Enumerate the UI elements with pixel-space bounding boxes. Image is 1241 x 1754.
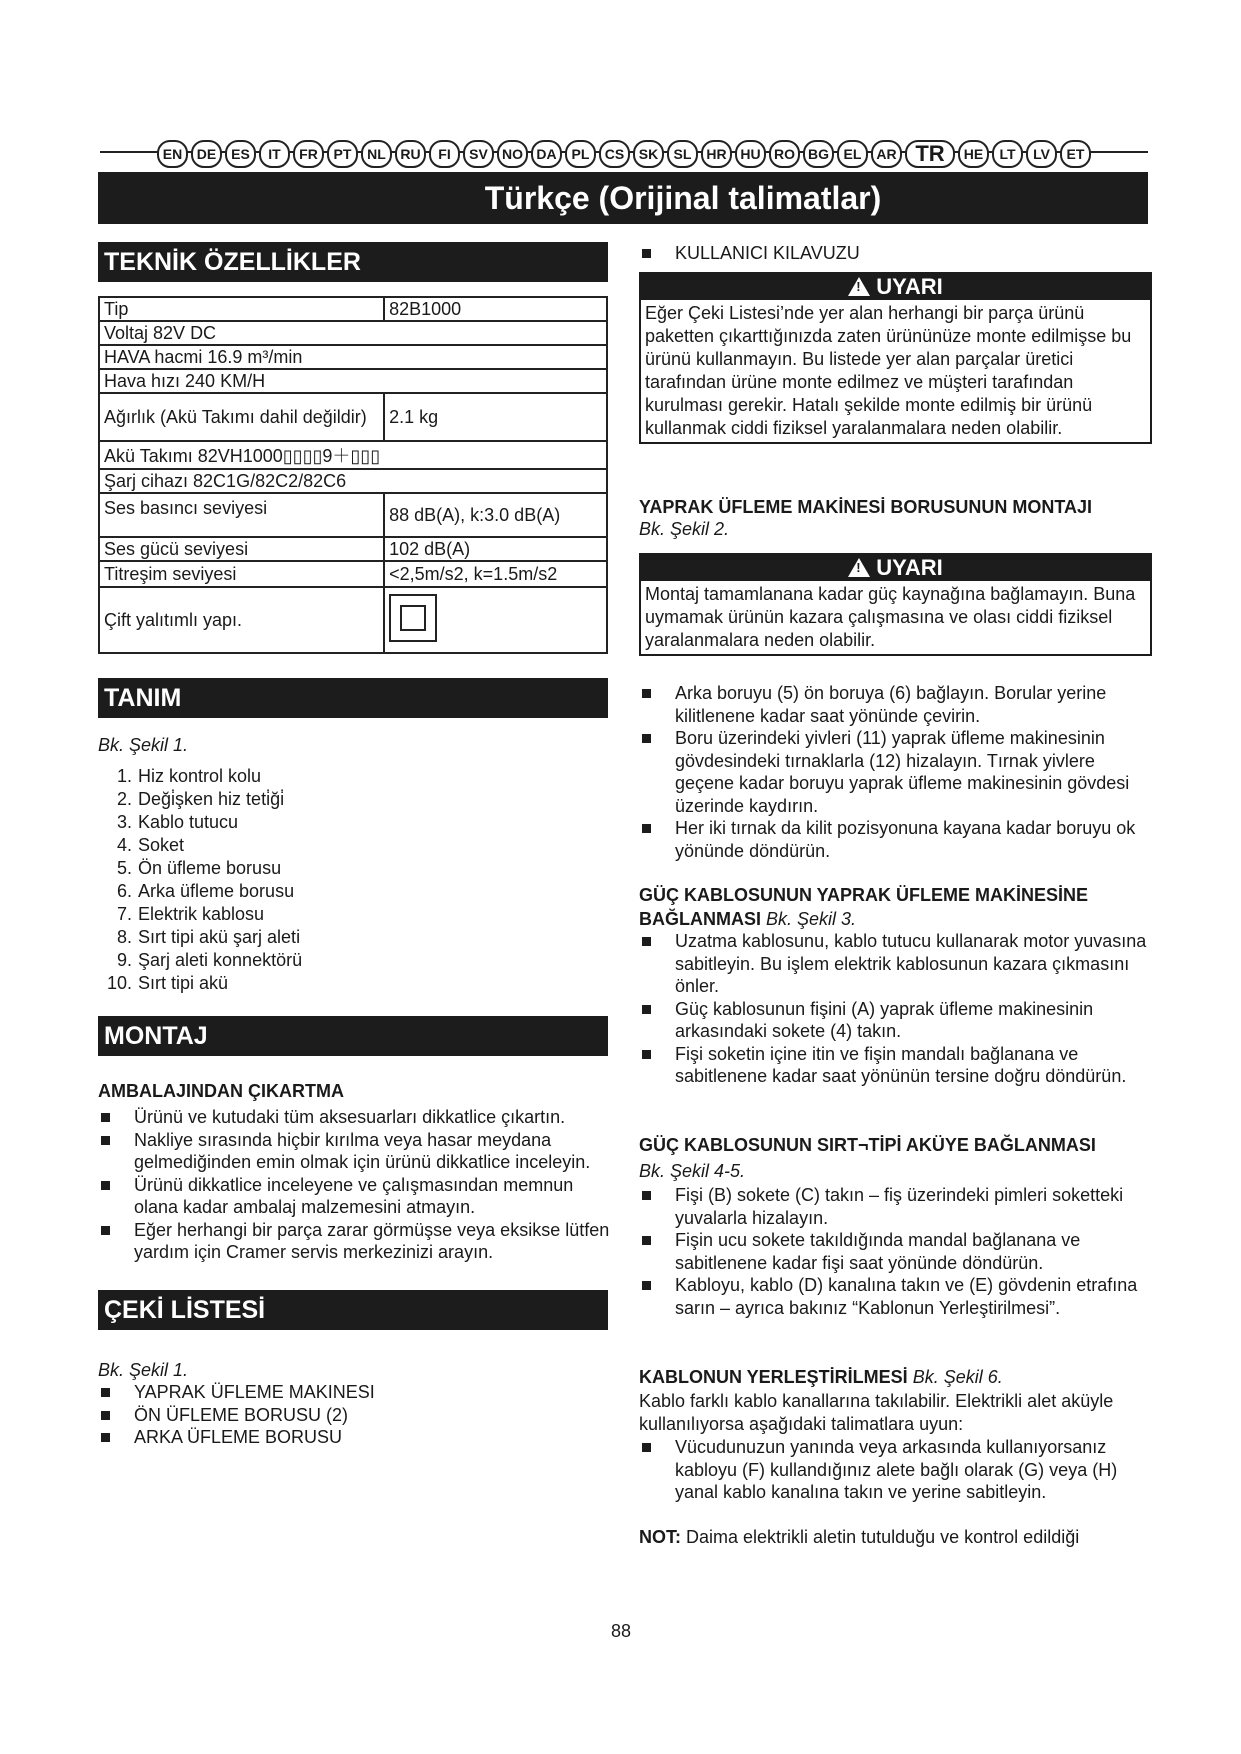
item-number: 8. [116,927,132,947]
language-tab-et: ET [1060,140,1091,168]
spec-value [384,321,607,345]
item-number: 2. [116,789,132,809]
item-number: 10. [106,973,132,993]
spec-label: Tip [99,297,384,321]
item-text: Elektrik kablosu [138,904,265,924]
language-tab-strip [100,138,1148,168]
item-text: Hiz kontrol kolu [138,766,262,786]
routing-text: Kablo farklı kablo kanallarına takılabilir. Elektrikli alet aküyle kullanılıyorsa aşağıdaki talimatlara uyun: [639,1391,1114,1434]
cable-steps-list [639,930,1154,1088]
language-tab-de: DE [191,140,222,168]
spec-label: Ses basıncı seviyesi [99,493,384,537]
list-item: Ürünü ve kutudaki tüm aksesuarları dikkatlice çıkartın. [98,1106,613,1129]
spec-label: Hava hızı 240 KM/H [99,369,384,393]
list-item: YAPRAK ÜFLEME MAKINESI [98,1381,598,1404]
language-tab-cs: CS [599,140,630,168]
spec-label: HAVA hacmi 16.9 m³/min [99,345,384,369]
item-number: 4. [116,835,132,855]
warning-header [641,555,1150,581]
list-item [104,834,302,857]
warning-title: UYARI [876,274,943,299]
unpacking-list [98,1106,613,1264]
language-tab-fi: FI [429,140,460,168]
language-tab-bg: BG [803,140,834,168]
list-item: ARKA ÜFLEME BORUSU [98,1426,598,1449]
note [639,1526,1079,1549]
routing-steps-list [639,1436,1154,1504]
language-tab-ar: AR [871,140,902,168]
section-heading-description: TANIM [98,678,608,718]
list-item: Arka boruyu (5) ön boruya (6) bağlayın. Borular yerine kilitlenene kadar saat yönünde çevirin. [639,682,1154,727]
tube-assembly-title: YAPRAK ÜFLEME MAKİNESİ BORUSUNUN MONTAJI [639,497,1093,517]
language-tab-en: EN [157,140,188,168]
spec-value [384,469,607,493]
language-tab-lv: LV [1026,140,1057,168]
spec-table [98,296,608,654]
language-tab-pt: PT [327,140,358,168]
item-number: 5. [116,858,132,878]
list-item: Nakliye sırasında hiçbir kırılma veya hasar meydana gelmediğinden emin olmak için ürünü dikkatlice inceleyin. [98,1129,613,1174]
page-title-banner [98,172,1148,224]
list-item: ÖN ÜFLEME BORUSU (2) [98,1404,598,1427]
spec-label: Titreşim seviyesi [99,561,384,587]
cable-routing-title: KABLONUN YERLEŞTİRİLMESİ [639,1367,908,1387]
list-item [104,903,302,926]
language-tab-lt: LT [992,140,1023,168]
language-tab-es: ES [225,140,256,168]
language-tab-el: EL [837,140,868,168]
spec-value: 82B1000 [384,297,607,321]
packing-list [98,1381,598,1449]
tube-steps-list [639,682,1154,862]
list-item: Vücudunuzun yanında veya arkasında kullanıyorsanız kabloyu (F) kullandığınız alete bağlı olarak (G) veya (H) yanal kablo kanalına takın ve yerine sabitleyin. [639,1436,1154,1504]
item-number: 9. [116,950,132,970]
list-item: Ürünü dikkatlice inceleyene ve çalışmasından memnun olana kadar ambalaj malzemesini atmayın. [98,1174,613,1219]
warning-title: UYARI [876,555,943,580]
backpack-figure-ref: Bk. Şekil 4-5. [639,1161,746,1181]
section-heading-assembly: MONTAJ [98,1016,608,1056]
note-text: Daima elektrikli aletin tutulduğu ve kontrol edildiği [686,1527,1080,1547]
language-tab-pl: PL [565,140,596,168]
language-tab-sl: SL [667,140,698,168]
language-tab-hu: HU [735,140,766,168]
item-text: Ön üfleme borusu [138,858,282,878]
spec-label: Ses gücü seviyesi [99,537,384,561]
unpacking-title: AMBALAJINDAN ÇIKARTMA [98,1081,344,1101]
list-item: Kabloyu, kablo (D) kanalına takın ve (E) gövdenin etrafına sarın – ayrıca bakınız “Kablonun Yerleştirilmesi”. [639,1274,1154,1319]
list-item [104,949,302,972]
list-item [104,880,302,903]
language-tab-tr: TR [905,140,955,168]
language-tab-sk: SK [633,140,664,168]
item-text: Sırt tipi akü [138,973,229,993]
language-tab-no: NO [497,140,528,168]
warning-header [641,274,1150,300]
warning-triangle-icon [848,558,870,577]
cable-routing-title-line [639,1366,1003,1389]
manual-list [639,242,1149,265]
list-item [104,765,302,788]
parts-list [104,765,302,995]
spec-value: 102 dB(A) [384,537,607,561]
cable-connection-title: GÜÇ KABLOSUNUN YAPRAK ÜFLEME MAKİNESİNE [639,885,1089,905]
item-text: Arka üfleme borusu [138,881,295,901]
list-item: Her iki tırnak da kilit pozisyonuna kayana kadar boruyu ok yönünde döndürün. [639,817,1154,862]
list-item: Fişin ucu sokete takıldığında mandal bağlanana ve sabitlenene kadar fişi saat yönünde döndürün. [639,1229,1154,1274]
spec-value [384,345,607,369]
spec-value: 88 dB(A), k:3.0 dB(A) [384,493,607,537]
language-tab-hr: HR [701,140,732,168]
warning-text: Montaj tamamlanana kadar güç kaynağına bağlamayın. Buna uymamak ürünün kazara çalışmasına ve olası ciddi fiziksel yaralanmalara neden olabilir. [645,584,1136,650]
spec-label: Akü Takımı 82VH1000▯▯▯▯9＋▯▯▯ [99,441,384,469]
spec-value: 2.1 kg [384,393,607,441]
spec-value [384,369,607,393]
spec-label: Ağırlık (Akü Takımı dahil değildir) [99,393,384,441]
warning-box [639,553,1152,656]
language-tab-he: HE [958,140,989,168]
language-tab-fr: FR [293,140,324,168]
section-heading-technical: TEKNİK ÖZELLİKLER [98,242,608,282]
tube-figure-ref: Bk. Şekil 2. [639,519,730,539]
description-figure-ref: Bk. Şekil 1. [98,735,189,755]
spec-label: Şarj cihazı 82C1G/82C2/82C6 [99,469,384,493]
list-item [104,788,302,811]
item-text: Kablo tutucu [138,812,239,832]
note-label: NOT: [639,1527,681,1547]
list-item: KULLANICI KILAVUZU [639,242,1149,265]
item-text: Sırt tipi akü şarj aleti [138,927,301,947]
double-insulation-icon [389,594,437,642]
warning-triangle-icon [848,277,870,296]
spec-label: Çift yalıtımlı yapı. [99,587,384,653]
item-text: Şarj aleti konnektörü [138,950,303,970]
list-item: Uzatma kablosunu, kablo tutucu kullanarak motor yuvasına sabitleyin. Bu işlem elektrik kablosunun kazara çıkmasını önler. [639,930,1154,998]
list-item [104,926,302,949]
page-number: 88 [610,1621,632,1641]
item-text: Deği̇şken hiz teti̇ği̇ [138,789,285,809]
cable-title-continued: BAĞLANMASI [639,909,761,929]
warning-box [639,272,1152,444]
language-tab-ru: RU [395,140,426,168]
spec-label: Voltaj 82V DC [99,321,384,345]
item-number: 7. [116,904,132,924]
language-tab-ro: RO [769,140,800,168]
list-item: Boru üzerindeki yivleri (11) yaprak üfleme makinesinin gövdesindeki tırnaklarla (12) hizalayın. Tırnak yivlere geçene kadar boruyu yaprak üfleme makinesinin gövdesi üzerinde kaydırın. [639,727,1154,817]
item-text: Soket [138,835,185,855]
list-item [104,857,302,880]
spec-value [384,587,607,653]
language-tab-it: IT [259,140,290,168]
routing-figure-ref: Bk. Şekil 6. [912,1367,1003,1387]
spec-value [384,441,607,469]
list-item: Eğer herhangi bir parça zarar görmüşse veya eksikse lütfen yardım için Cramer servis merkezinizi arayın. [98,1219,613,1264]
spec-value: <2,5m/s2, k=1.5m/s2 [384,561,607,587]
language-tab-sv: SV [463,140,494,168]
list-item: Güç kablosunun fişini (A) yaprak üfleme makinesinin arkasındaki sokete (4) takın. [639,998,1154,1043]
item-number: 6. [116,881,132,901]
packing-figure-ref: Bk. Şekil 1. [98,1360,189,1380]
backpack-connection-title: GÜÇ KABLOSUNUN SIRT¬TİPİ AKÜYE BAĞLANMASI [639,1135,1096,1155]
item-number: 1. [116,766,132,786]
item-number: 3. [116,812,132,832]
cable-figure-ref: Bk. Şekil 3. [766,909,857,929]
cable-connection-title-line2 [639,908,856,931]
backpack-steps-list [639,1184,1154,1319]
warning-text: Eğer Çeki Listesi’nde yer alan herhangi bir parça ürünü paketten çıkarttığınızda zaten ürününüze monte edilmişse bu ürünü kullanmayın. Bu listede yer alan parçalar üretici tarafından ürüne monte edilmez ve müşteri tarafından kurulması gerekir. Hatalı şekilde monte edilmiş bir ürünü kullanmak ciddi fiziksel yaralanmalara neden olabilir. [645,303,1132,438]
language-tab-da: DA [531,140,562,168]
list-item: Fişi (B) sokete (C) takın – fiş üzerindeki pimleri soketteki yuvalarla hizalayın. [639,1184,1154,1229]
list-item [104,811,302,834]
page-title: Türkçe (Orijinal talimatlar) [484,180,882,216]
list-item [104,972,302,995]
section-heading-packing-list: ÇEKİ LİSTESİ [98,1290,608,1330]
language-tab-nl: NL [361,140,392,168]
list-item: Fişi soketin içine itin ve fişin mandalı bağlanana ve sabitlenene kadar saat yönünün tersine doğru döndürün. [639,1043,1154,1088]
